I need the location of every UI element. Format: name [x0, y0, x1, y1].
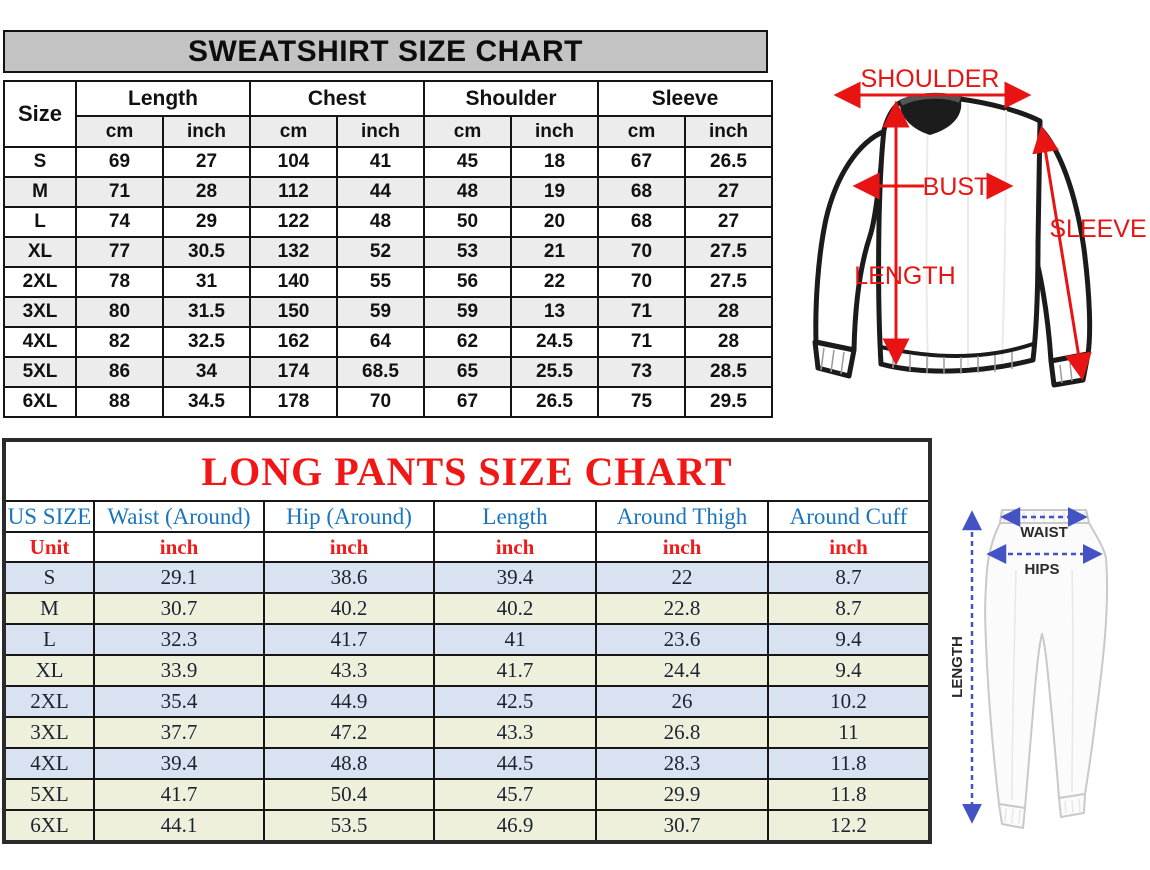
size-column-header: Size	[4, 81, 76, 147]
sweatshirt-size-cell: 3XL	[4, 297, 76, 327]
sweatshirt-torso	[879, 96, 1040, 372]
group-header-sleeve: Sleeve	[598, 81, 772, 116]
pants-header-row	[4, 501, 930, 532]
pants-value-cell: 46.9	[434, 810, 596, 842]
sweatshirt-row-m	[4, 177, 772, 207]
sweatshirt-value-cell: 59	[337, 297, 424, 327]
sweatshirt-value-cell: 27	[685, 177, 772, 207]
sleeve-label: SLEEVE	[1049, 215, 1147, 243]
pants-value-cell: 26	[596, 686, 768, 717]
pants-chart-title: LONG PANTS SIZE CHART	[4, 440, 930, 501]
pants-value-cell: 40.2	[434, 593, 596, 624]
sweatshirt-value-cell: 45	[424, 147, 511, 177]
pants-figure	[938, 440, 1150, 868]
sweatshirt-value-cell: 50	[424, 207, 511, 237]
pants-value-cell: 22	[596, 562, 768, 593]
pants-value-cell: 22.8	[596, 593, 768, 624]
sweatshirt-row-6xl	[4, 387, 772, 417]
sweatshirt-value-cell: 88	[76, 387, 163, 417]
pants-size-cell: XL	[4, 655, 94, 686]
sweatshirt-size-cell: M	[4, 177, 76, 207]
pants-unit-cell: inch	[596, 532, 768, 562]
sweatshirt-row-xl	[4, 237, 772, 267]
sweatshirt-row-2xl	[4, 267, 772, 297]
pants-value-cell: 11	[768, 717, 930, 748]
pants-title-row	[4, 440, 930, 501]
sweatshirt-value-cell: 29	[163, 207, 250, 237]
sweatshirt-value-cell: 68	[598, 207, 685, 237]
pants-value-cell: 32.3	[94, 624, 264, 655]
pants-value-cell: 11.8	[768, 779, 930, 810]
pants-column-header: Hip (Around)	[264, 501, 434, 532]
sweatshirt-value-cell: 31.5	[163, 297, 250, 327]
sweatshirt-value-cell: 65	[424, 357, 511, 387]
pants-value-cell: 42.5	[434, 686, 596, 717]
sweatshirt-value-cell: 150	[250, 297, 337, 327]
unit-header-sleeve-inch: inch	[685, 116, 772, 147]
pants-size-cell: 3XL	[4, 717, 94, 748]
sweatshirt-value-cell: 48	[424, 177, 511, 207]
unit-header-chest-cm: cm	[250, 116, 337, 147]
pants-column-header: Waist (Around)	[94, 501, 264, 532]
pants-value-cell: 44.9	[264, 686, 434, 717]
sweatshirt-value-cell: 67	[424, 387, 511, 417]
pants-size-cell: L	[4, 624, 94, 655]
sweatshirt-value-cell: 52	[337, 237, 424, 267]
sweatshirt-value-cell: 24.5	[511, 327, 598, 357]
sweatshirt-value-cell: 104	[250, 147, 337, 177]
pants-value-cell: 41.7	[264, 624, 434, 655]
pants-column-header: Around Cuff	[768, 501, 930, 532]
sweatshirt-value-cell: 21	[511, 237, 598, 267]
sweatshirt-value-cell: 70	[598, 267, 685, 297]
sweatshirt-value-cell: 68	[598, 177, 685, 207]
pants-value-cell: 33.9	[94, 655, 264, 686]
pants-size-cell: M	[4, 593, 94, 624]
unit-header-shoulder-cm: cm	[424, 116, 511, 147]
pants-drawing	[985, 510, 1107, 828]
pants-row-4xl	[4, 748, 930, 779]
group-header-shoulder: Shoulder	[424, 81, 598, 116]
sweatshirt-value-cell: 34	[163, 357, 250, 387]
pants-size-cell: S	[4, 562, 94, 593]
unit-header-sleeve-cm: cm	[598, 116, 685, 147]
sweatshirt-value-cell: 31	[163, 267, 250, 297]
pants-row-s	[4, 562, 930, 593]
pants-value-cell: 12.2	[768, 810, 930, 842]
sweatshirt-value-cell: 86	[76, 357, 163, 387]
sweatshirt-size-table	[3, 80, 773, 418]
pants-value-cell: 24.4	[596, 655, 768, 686]
pants-row-m	[4, 593, 930, 624]
pants-value-cell: 10.2	[768, 686, 930, 717]
sweatshirt-value-cell: 70	[337, 387, 424, 417]
sweatshirt-value-cell: 27	[163, 147, 250, 177]
pants-unit-cell: inch	[94, 532, 264, 562]
pants-unit-cell: Unit	[4, 532, 94, 562]
pants-row-5xl	[4, 779, 930, 810]
sweatshirt-value-cell: 19	[511, 177, 598, 207]
pants-size-table	[2, 438, 932, 844]
sweatshirt-value-cell: 140	[250, 267, 337, 297]
sweatshirt-value-cell: 27.5	[685, 237, 772, 267]
pants-value-cell: 41.7	[94, 779, 264, 810]
sweatshirt-size-cell: 6XL	[4, 387, 76, 417]
pants-value-cell: 30.7	[596, 810, 768, 842]
pants-value-cell: 35.4	[94, 686, 264, 717]
pants-value-cell: 43.3	[434, 717, 596, 748]
pants-value-cell: 38.6	[264, 562, 434, 593]
sweatshirt-value-cell: 29.5	[685, 387, 772, 417]
sweatshirt-value-cell: 71	[598, 297, 685, 327]
pants-length-label: LENGTH	[949, 636, 966, 698]
pants-value-cell: 40.2	[264, 593, 434, 624]
unit-header-length-cm: cm	[76, 116, 163, 147]
pants-row-6xl	[4, 810, 930, 842]
sweatshirt-value-cell: 132	[250, 237, 337, 267]
sweatshirt-group-header-row	[4, 81, 772, 116]
sweatshirt-value-cell: 162	[250, 327, 337, 357]
pants-value-cell: 48.8	[264, 748, 434, 779]
pants-row-xl	[4, 655, 930, 686]
sweatshirt-value-cell: 78	[76, 267, 163, 297]
pants-value-cell: 8.7	[768, 562, 930, 593]
sweatshirt-size-cell: L	[4, 207, 76, 237]
sweatshirt-value-cell: 55	[337, 267, 424, 297]
sweatshirt-value-cell: 28.5	[685, 357, 772, 387]
pants-row-l	[4, 624, 930, 655]
sweatshirt-value-cell: 64	[337, 327, 424, 357]
pants-value-cell: 45.7	[434, 779, 596, 810]
sweatshirt-value-cell: 71	[76, 177, 163, 207]
sweatshirt-size-cell: S	[4, 147, 76, 177]
pants-value-cell: 50.4	[264, 779, 434, 810]
sweatshirt-size-cell: 4XL	[4, 327, 76, 357]
sweatshirt-row-l	[4, 207, 772, 237]
sweatshirt-value-cell: 28	[685, 327, 772, 357]
sweatshirt-value-cell: 44	[337, 177, 424, 207]
sweatshirt-row-s	[4, 147, 772, 177]
hips-label: HIPS	[1024, 561, 1060, 578]
sweatshirt-value-cell: 82	[76, 327, 163, 357]
pants-column-header: US SIZE	[4, 501, 94, 532]
pants-value-cell: 8.7	[768, 593, 930, 624]
pants-unit-cell: inch	[434, 532, 596, 562]
sweatshirt-value-cell: 71	[598, 327, 685, 357]
pants-value-cell: 44.1	[94, 810, 264, 842]
sweatshirt-row-4xl	[4, 327, 772, 357]
pants-size-cell: 2XL	[4, 686, 94, 717]
sweatshirt-chart-title: SWEATSHIRT SIZE CHART	[3, 30, 768, 73]
sweatshirt-value-cell: 26.5	[511, 387, 598, 417]
sweatshirt-left-sleeve	[816, 131, 885, 350]
sweatshirt-value-cell: 112	[250, 177, 337, 207]
sweatshirt-value-cell: 174	[250, 357, 337, 387]
pants-size-cell: 4XL	[4, 748, 94, 779]
pants-value-cell: 43.3	[264, 655, 434, 686]
sweatshirt-value-cell: 69	[76, 147, 163, 177]
sweatshirt-left-cuff	[815, 342, 854, 376]
pants-value-cell: 44.5	[434, 748, 596, 779]
sweatshirt-row-5xl	[4, 357, 772, 387]
sweatshirt-value-cell: 74	[76, 207, 163, 237]
sweatshirt-value-cell: 73	[598, 357, 685, 387]
pants-column-header: Length	[434, 501, 596, 532]
pants-value-cell: 41	[434, 624, 596, 655]
sweatshirt-value-cell: 28	[163, 177, 250, 207]
sweatshirt-value-cell: 18	[511, 147, 598, 177]
pants-size-cell: 5XL	[4, 779, 94, 810]
sweatshirt-value-cell: 122	[250, 207, 337, 237]
pants-value-cell: 29.9	[596, 779, 768, 810]
sweatshirt-value-cell: 77	[76, 237, 163, 267]
group-header-chest: Chest	[250, 81, 424, 116]
pants-value-cell: 28.3	[596, 748, 768, 779]
group-header-length: Length	[76, 81, 250, 116]
sweatshirt-value-cell: 41	[337, 147, 424, 177]
pants-size-cell: 6XL	[4, 810, 94, 842]
sweatshirt-value-cell: 75	[598, 387, 685, 417]
sweatshirt-unit-row	[4, 116, 772, 147]
pants-value-cell: 9.4	[768, 655, 930, 686]
pants-row-3xl	[4, 717, 930, 748]
waist-label: WAIST	[1020, 524, 1068, 541]
sweatshirt-value-cell: 70	[598, 237, 685, 267]
pants-value-cell: 29.1	[94, 562, 264, 593]
unit-header-chest-inch: inch	[337, 116, 424, 147]
sweatshirt-figure	[788, 4, 1150, 418]
pants-value-cell: 53.5	[264, 810, 434, 842]
sweatshirt-value-cell: 62	[424, 327, 511, 357]
pants-value-cell: 30.7	[94, 593, 264, 624]
sweatshirt-value-cell: 53	[424, 237, 511, 267]
sweatshirt-value-cell: 20	[511, 207, 598, 237]
sweatshirt-value-cell: 22	[511, 267, 598, 297]
pants-value-cell: 47.2	[264, 717, 434, 748]
sweatshirt-value-cell: 48	[337, 207, 424, 237]
pants-unit-cell: inch	[264, 532, 434, 562]
length-label: LENGTH	[854, 262, 956, 290]
sweatshirt-value-cell: 25.5	[511, 357, 598, 387]
pants-column-header: Around Thigh	[596, 501, 768, 532]
pants-value-cell: 41.7	[434, 655, 596, 686]
sweatshirt-value-cell: 28	[685, 297, 772, 327]
pants-value-cell: 39.4	[434, 562, 596, 593]
sweatshirt-value-cell: 56	[424, 267, 511, 297]
bust-label: BUST	[922, 173, 990, 201]
sweatshirt-value-cell: 178	[250, 387, 337, 417]
sweatshirt-value-cell: 59	[424, 297, 511, 327]
pants-unit-cell: inch	[768, 532, 930, 562]
unit-header-shoulder-inch: inch	[511, 116, 598, 147]
sweatshirt-value-cell: 68.5	[337, 357, 424, 387]
sweatshirt-value-cell: 27.5	[685, 267, 772, 297]
sweatshirt-value-cell: 32.5	[163, 327, 250, 357]
pants-value-cell: 23.6	[596, 624, 768, 655]
pants-row-2xl	[4, 686, 930, 717]
sweatshirt-row-3xl	[4, 297, 772, 327]
sweatshirt-value-cell: 67	[598, 147, 685, 177]
pants-value-cell: 39.4	[94, 748, 264, 779]
sweatshirt-size-cell: XL	[4, 237, 76, 267]
sweatshirt-value-cell: 34.5	[163, 387, 250, 417]
pants-unit-row	[4, 532, 930, 562]
pants-value-cell: 37.7	[94, 717, 264, 748]
sweatshirt-value-cell: 13	[511, 297, 598, 327]
unit-header-length-inch: inch	[163, 116, 250, 147]
sweatshirt-size-cell: 5XL	[4, 357, 76, 387]
sweatshirt-value-cell: 27	[685, 207, 772, 237]
sweatshirt-value-cell: 30.5	[163, 237, 250, 267]
sweatshirt-value-cell: 80	[76, 297, 163, 327]
pants-value-cell: 9.4	[768, 624, 930, 655]
pants-value-cell: 11.8	[768, 748, 930, 779]
shoulder-label: SHOULDER	[860, 65, 1000, 93]
pants-value-cell: 26.8	[596, 717, 768, 748]
sweatshirt-size-cell: 2XL	[4, 267, 76, 297]
sweatshirt-value-cell: 26.5	[685, 147, 772, 177]
